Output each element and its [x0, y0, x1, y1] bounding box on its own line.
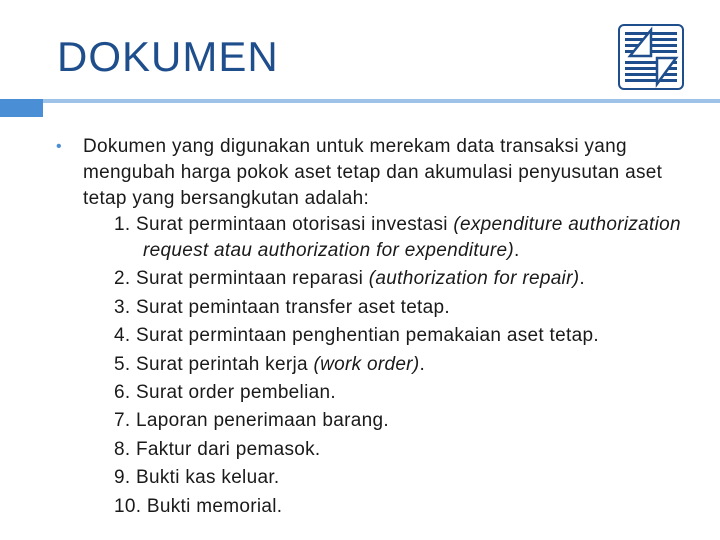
- list-item-tail: .: [579, 268, 585, 290]
- list-item-text: Surat pemintaan transfer aset tetap.: [136, 296, 450, 318]
- list-item-number: 1.: [114, 214, 137, 235]
- list-item-number: 6.: [114, 381, 137, 403]
- list-item-text: Bukti kas keluar.: [136, 467, 280, 489]
- list-item-text: Surat perintah kerja: [136, 353, 314, 375]
- list-item: [83, 437, 696, 463]
- list-item: [83, 494, 696, 520]
- list-item-number: 3.: [114, 296, 137, 318]
- list-item-number: 7.: [114, 410, 137, 432]
- list-item-number: 8.: [114, 438, 137, 460]
- list-item-text: Surat permintaan penghentian pemakaian aset tetap.: [136, 325, 599, 347]
- bullet-icon: •: [56, 138, 62, 155]
- list-item-text: Surat permintaan otorisasi investasi: [136, 214, 454, 235]
- list-item-italic: (work order): [313, 353, 420, 375]
- list-item-number: 2.: [114, 268, 137, 290]
- list-item-text: Laporan penerimaan barang.: [136, 410, 389, 432]
- list-item-number: 9.: [114, 467, 137, 489]
- list-item-tail: .: [419, 353, 426, 375]
- list-item: [83, 295, 696, 321]
- list-item-text: Bukti memorial.: [146, 495, 283, 517]
- list-item-text: Surat permintaan reparasi: [136, 268, 369, 290]
- logo-icon: [618, 24, 684, 90]
- list-item-number: 4.: [114, 325, 137, 347]
- document-list: [83, 212, 696, 520]
- title-accent-block: [0, 99, 43, 117]
- slide-title: DOKUMEN: [57, 33, 279, 80]
- slide-body: [56, 134, 696, 522]
- list-item: [83, 323, 696, 349]
- list-item: [83, 380, 696, 406]
- list-item: [83, 465, 696, 491]
- list-item: [83, 266, 696, 292]
- list-item-italic: (authorization for repair): [368, 268, 580, 290]
- list-item: [83, 352, 696, 378]
- list-item-text: Faktur dari pemasok.: [136, 438, 321, 460]
- list-item-text: Surat order pembelian.: [136, 381, 336, 403]
- intro-text: Dokumen yang digunakan untuk merekam data transaksi yang mengubah harga pokok aset tetap dan akumulasi penyusutan aset tetap yang bersangkutan adalah:: [83, 136, 663, 209]
- list-item-number: 5.: [114, 353, 137, 375]
- list-item: [83, 408, 696, 434]
- list-item-italic: (expenditure authorization request atau authorization for expenditure): [143, 214, 681, 261]
- list-item: [83, 212, 696, 264]
- list-item-tail: .: [513, 240, 520, 261]
- title-divider: [43, 99, 720, 103]
- bullet-item: [56, 134, 696, 520]
- list-item-number: 10.: [114, 495, 147, 517]
